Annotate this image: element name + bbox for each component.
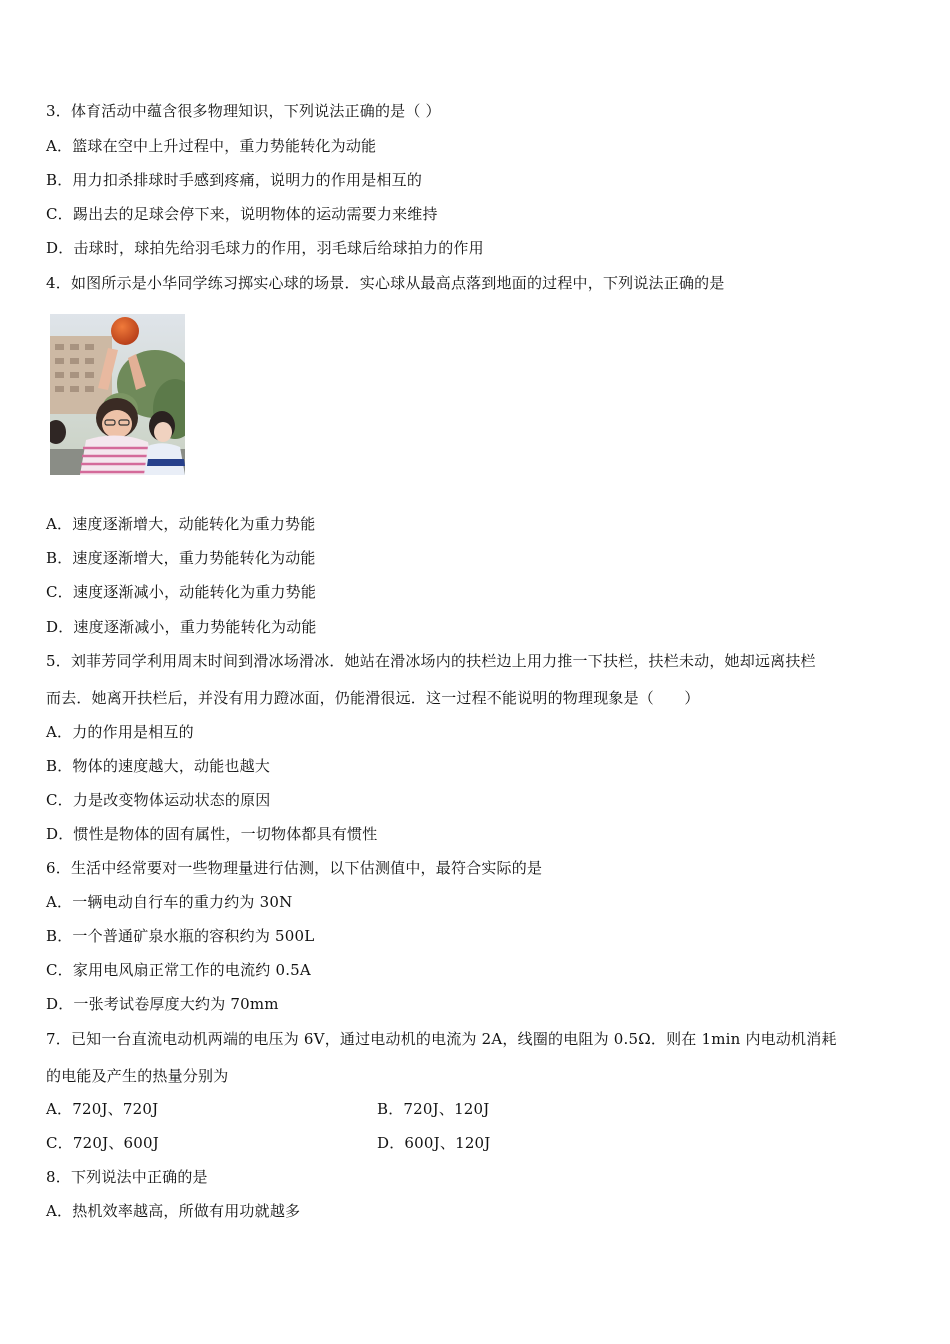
q8-option-a: A．热机效率越高，所做有用功就越多 <box>46 1202 301 1220</box>
q4-option-c: C．速度逐渐减小，动能转化为重力势能 <box>46 583 317 601</box>
q7-stem-line1: 7．已知一台直流电动机两端的电压为 6V，通过电动机的电流为 2A，线圈的电阻为 0.5Ω．则在 1min 内电动机消耗 <box>46 1030 837 1048</box>
q4-stem: 4．如图所示是小华同学练习掷实心球的场景．实心球从最高点落到地面的过程中，下列说法正确的是 <box>46 274 725 292</box>
q4-option-d: D．速度逐渐减小，重力势能转化为动能 <box>46 618 317 636</box>
q5-option-d: D．惯性是物体的固有属性，一切物体都具有惯性 <box>46 825 378 843</box>
q6-option-c: C．家用电风扇正常工作的电流约 0.5A <box>46 961 311 979</box>
shot-put-practice-photo <box>50 314 185 475</box>
q3-option-c: C．踢出去的足球会停下来，说明物体的运动需要力来维持 <box>46 205 438 223</box>
q3-option-b: B．用力扣杀排球时手感到疼痛，说明力的作用是相互的 <box>46 171 423 189</box>
q5-option-a: A．力的作用是相互的 <box>46 723 194 741</box>
q7-option-b: B．720J、120J <box>377 1100 490 1118</box>
q8-stem: 8．下列说法中正确的是 <box>46 1168 208 1186</box>
q4-option-b: B．速度逐渐增大，重力势能转化为动能 <box>46 549 316 567</box>
q7-option-c: C．720J、600J <box>46 1134 159 1152</box>
q6-stem: 6．生活中经常要对一些物理量进行估测，以下估测值中，最符合实际的是 <box>46 859 543 877</box>
q5-option-c: C．力是改变物体运动状态的原因 <box>46 791 271 809</box>
q4-option-a: A．速度逐渐增大，动能转化为重力势能 <box>46 515 316 533</box>
q7-option-a: A．720J、720J <box>46 1100 159 1118</box>
q3-stem: 3．体育活动中蕴含很多物理知识，下列说法正确的是（ ） <box>46 102 441 120</box>
q3-option-a: A．篮球在空中上升过程中，重力势能转化为动能 <box>46 137 377 155</box>
q6-option-a: A．一辆电动自行车的重力约为 30N <box>46 893 293 911</box>
q6-option-b: B．一个普通矿泉水瓶的容积约为 500L <box>46 927 315 945</box>
q7-stem-line2: 的电能及产生的热量分别为 <box>46 1067 229 1085</box>
q6-option-d: D．一张考试卷厚度大约为 70mm <box>46 995 279 1013</box>
q5-stem-line2: 而去．她离开扶栏后，并没有用力蹬冰面，仍能滑很远．这一过程不能说明的物理现象是（ ） <box>46 689 700 707</box>
q5-option-b: B．物体的速度越大，动能也越大 <box>46 757 271 775</box>
q7-option-d: D．600J、120J <box>377 1134 491 1152</box>
q3-option-d: D．击球时，球拍先给羽毛球力的作用，羽毛球后给球拍力的作用 <box>46 239 484 257</box>
q5-stem-line1: 5．刘菲芳同学利用周末时间到滑冰场滑冰．她站在滑冰场内的扶栏边上用力推一下扶栏，扶栏未动，她却远离扶栏 <box>46 652 816 670</box>
